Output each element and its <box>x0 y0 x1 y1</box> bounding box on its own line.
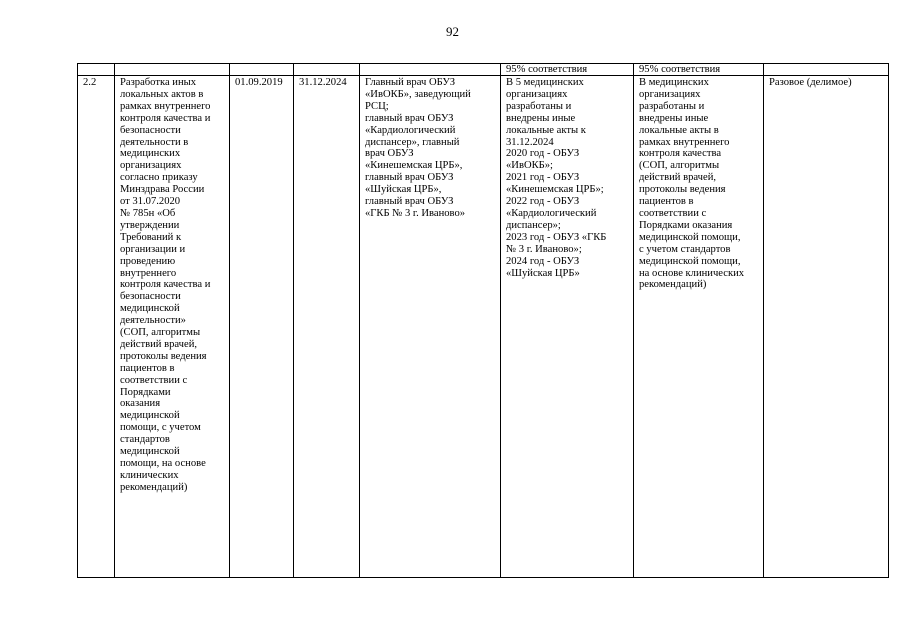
header-cell-end-date <box>294 64 360 76</box>
header-cell-activity <box>115 64 230 76</box>
plan-table <box>77 63 889 578</box>
page-number: 92 <box>446 24 459 39</box>
header-cell-type <box>764 64 889 76</box>
activity-cell: Разработка иных локальных актов в рамках внутреннего контроля качества и безопасности деятельности в медицинских организациях согласно приказу Минздрава России от 31.07.2020 № 785н «Об утверждении Требований к организации и проведению внутреннего контроля качества и безопасности медицинской деятельности» (СОП, алгоритмы действий врачей, протоколы ведения пациентов в соответствии с Порядками оказания медицинской помощи, с учетом стандартов медицинской помощи, на основе клинических рекомендаций) <box>115 76 230 578</box>
type-cell: Разовое (делимое) <box>764 76 889 578</box>
header-cell-start-date <box>230 64 294 76</box>
header-cell-indicator: 95% соответствия <box>501 64 634 76</box>
end-date-cell: 31.12.2024 <box>294 76 360 578</box>
header-cell-result: 95% соответствия <box>634 64 764 76</box>
header-cell-responsible <box>360 64 501 76</box>
result-cell: В медицинских организациях разработаны и внедрены иные локальные акты в рамках внутреннего контроля качества (СОП, алгоритмы действий врачей, протоколы ведения пациентов в соответствии с Порядками оказания медицинской помощи, с учетом стандартов медицинской помощи, на основе клинических рекомендаций) <box>634 76 764 578</box>
table-header-row <box>78 64 889 76</box>
row-number: 2.2 <box>78 76 115 578</box>
table-row <box>78 76 889 578</box>
start-date-cell: 01.09.2019 <box>230 76 294 578</box>
indicator-cell: В 5 медицинских организациях разработаны и внедрены иные локальные акты к 31.12.2024 2020 год - ОБУЗ «ИвОКБ»; 2021 год - ОБУЗ «Кинешемская ЦРБ»; 2022 год - ОБУЗ «Кардиологический диспансер»; 2023 год - ОБУЗ «ГКБ № 3 г. Иваново»; 2024 год - ОБУЗ «Шуйская ЦРБ» <box>501 76 634 578</box>
responsible-cell: Главный врач ОБУЗ «ИвОКБ», заведующий РСЦ; главный врач ОБУЗ «Кардиологический диспансер», главный врач ОБУЗ «Кинешемская ЦРБ», главный врач ОБУЗ «Шуйская ЦРБ», главный врач ОБУЗ «ГКБ № 3 г. Иваново» <box>360 76 501 578</box>
header-cell-number <box>78 64 115 76</box>
